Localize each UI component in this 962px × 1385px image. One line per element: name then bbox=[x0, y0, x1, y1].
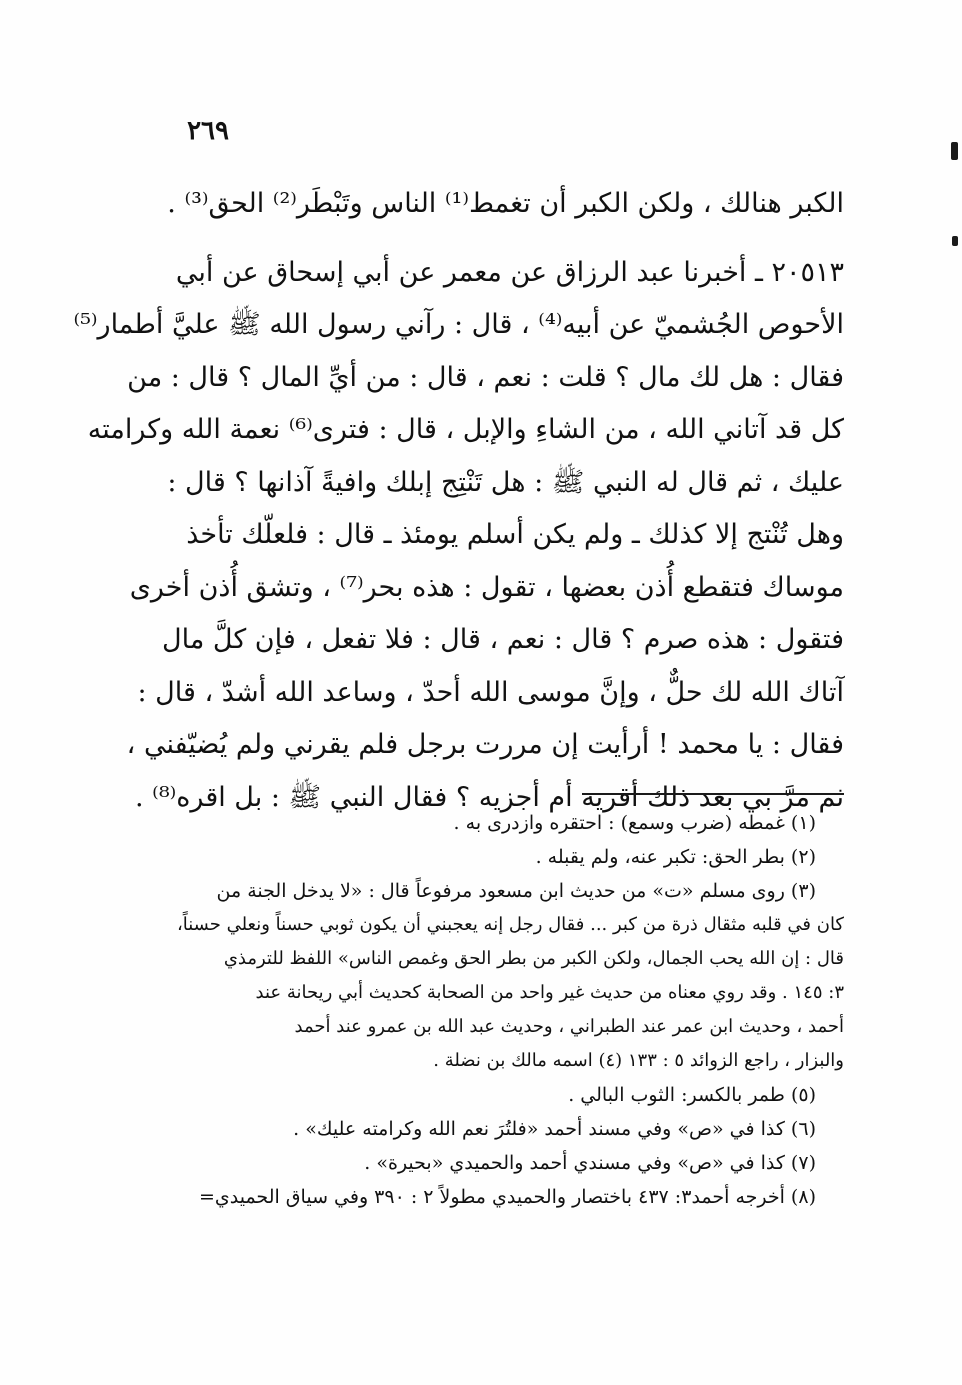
footnote-8: (٨) أخرجه أحمد٣: ٤٣٧ باختصار والحميدي مطولاً ٢ : ٣٩٠ وفي سياق الحميدي= bbox=[198, 1186, 816, 1208]
page-number: ٢٦٩ bbox=[187, 116, 229, 146]
footnote-3-continuation: قال : إن الله يحب الجمال، ولكن الكبر من بطر الحق وغمص الناس» اللفظ للترمذي bbox=[223, 948, 844, 969]
footnote-3-continuation: أحمد ، وحديث ابن عمر عند الطبراني ، وحديث عبد الله بن عمرو عند أحمد bbox=[294, 1016, 844, 1037]
main-text-line: الكبر هنالك ، ولكن الكبر أن تغمط⁽¹⁾ الناس وتَبْطَر⁽²⁾ الحق⁽³⁾ . bbox=[167, 188, 844, 219]
main-text-line: ثم مرَّ بي بعد ذلك أقريه أم أجزيه ؟ فقال النبي ﷺ : بل اقره⁽⁸⁾ . bbox=[135, 781, 844, 813]
hadith-heading-line: ٢٠٥١٣ ـ أخبرنا عبد الرزاق عن معمر عن أبي إسحاق عن أبي bbox=[175, 256, 844, 288]
main-text-line: فتقول : هذه صرم ؟ قال : نعم ، قال : فلا تفعل ، فإن كلَّ مال bbox=[162, 624, 844, 655]
main-text-line: فقال : يا محمد ! أرأيت إن مررت برجل فلم يقرني ولم يُضيّفني ، bbox=[126, 729, 844, 760]
footnote-divider bbox=[582, 793, 844, 795]
main-text-line: آتاك الله لك حلٌّ ، وإنَّ موسى الله أحدّ ، وساعد الله أشدّ ، قال : bbox=[137, 676, 844, 708]
main-text-line: فقال : هل لك مال ؟ قلت : نعم ، قال : من أيِّ المال ؟ قال : من bbox=[127, 361, 844, 393]
main-text-line: عليك ، ثم قال له النبي ﷺ : هل تَنْتِج إبلك وافيةً آذانها ؟ قال : bbox=[167, 466, 844, 498]
footnote-3-continuation: ٣: ١٤٥ . وقد روي معناه من حديث غير واحد من الصحابة كحديث أبي ريحانة عند bbox=[255, 982, 844, 1003]
main-text-body bbox=[73, 178, 844, 824]
footnote-7: (٧) كذا في «ص» وفي مسندي أحمد والحميدي «بحيرة» . bbox=[364, 1152, 816, 1174]
footnote-1: (١) غمطه (ضرب وسمع) : احتقره وازدرى به . bbox=[453, 812, 816, 834]
main-text-line: موساك فتقطع أُذن بعضها ، تقول : هذه بحر⁽⁷⁾ ، وتشق أُذن أخرى bbox=[129, 571, 844, 603]
main-text-line: كل قد آتاني الله ، من الشاءِ والإبل ، قال : فترى⁽⁶⁾ نعمة الله وكرامته bbox=[87, 414, 844, 445]
main-text-line: وهل تُنْتج إلا كذلك ـ ولم يكن أسلم يومئذ ـ قال : فلعلّك تأخذ bbox=[186, 519, 844, 550]
footnote-6: (٦) كذا في «ص» وفي مسند أحمد «فلتُرَ نعم الله وكرامته عليك» . bbox=[293, 1118, 816, 1140]
scan-edge-mark bbox=[951, 142, 958, 160]
footnote-3-continuation: كان في قلبه مثقال ذرة من كبر ... فقال رجل إنه يعجبني أن يكون ثوبي حسناً ونعلي حسناً، bbox=[176, 914, 844, 935]
footnotes-section bbox=[174, 806, 844, 1214]
footnote-3: (٣) روى مسلم «ت» من حديث ابن مسعود مرفوعاً قال : «لا يدخل الجنة من bbox=[216, 880, 816, 902]
main-text-line: الأحوص الجُشميّ عن أبيه⁽⁴⁾ ، قال : رآني رسول الله ﷺ عليَّ أطمار⁽⁵⁾ bbox=[73, 309, 844, 340]
footnote-2: (٢) بطر الحق: تكبر عنه، ولم يقبله . bbox=[535, 846, 816, 868]
scan-edge-mark bbox=[952, 236, 958, 246]
footnote-3-and-4: والبزار ، راجع الزوائد ٥ : ١٣٣ (٤) اسمه مالك بن نضلة . bbox=[433, 1050, 844, 1071]
footnote-5: (٥) طمر بالكسر: الثوب البالي . bbox=[568, 1084, 816, 1106]
